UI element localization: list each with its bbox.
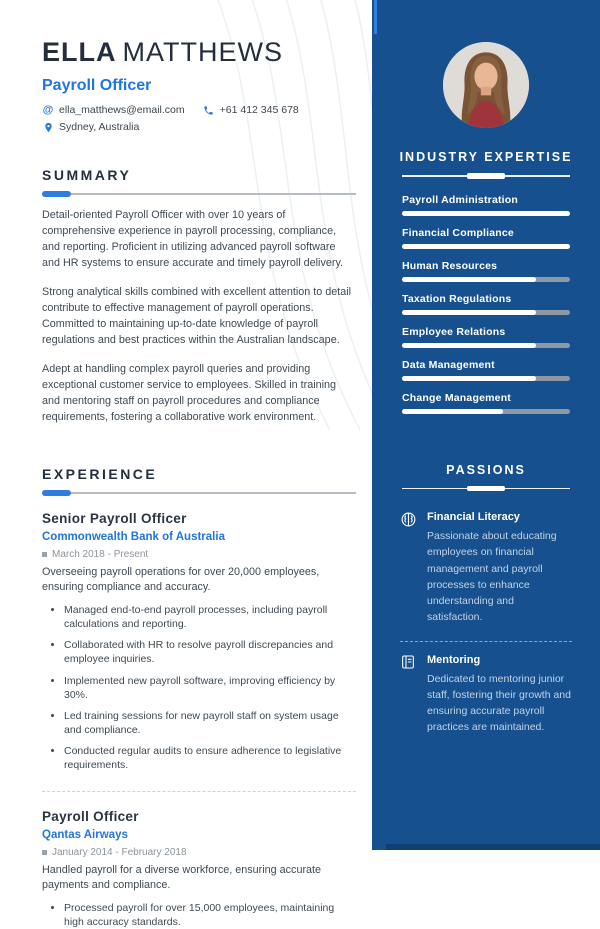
passions-heading: PASSIONS <box>446 462 526 477</box>
summary-section <box>42 167 356 426</box>
rule-accent <box>467 173 505 179</box>
job-bullet: • Processed payroll for over 15,000 employees, maintaining high accuracy standards. <box>64 901 356 929</box>
skill-bar-track <box>402 244 570 249</box>
rule-accent <box>42 191 71 197</box>
passions-section <box>372 463 600 736</box>
skill-bar-track <box>402 310 570 315</box>
job-bullet: • Conducted regular audits to ensure adherence to legislative requirements. <box>64 744 356 772</box>
professional-title: Payroll Officer <box>42 77 152 94</box>
skill-bar-fill <box>402 310 536 315</box>
passion-title: Mentoring <box>427 653 481 666</box>
summary-paragraph: Adept at handling complex payroll queries and providing exceptional customer service to employees. Skilled in training and mentoring staff on payroll procedures and compliance requirements, fostering a collaborative work environment. <box>42 362 337 423</box>
contact-phone <box>203 104 299 116</box>
book-icon <box>400 654 417 671</box>
skill-label: Change Management <box>402 391 511 404</box>
skill-item <box>402 260 570 282</box>
passion-title: Financial Literacy <box>427 511 520 523</box>
skill-bar-track <box>402 277 570 282</box>
job-dates-text: March 2018 - Present <box>52 548 149 560</box>
expertise-section <box>372 150 600 414</box>
passions-list <box>372 489 600 736</box>
sidebar-content <box>372 150 600 736</box>
job-entry <box>42 809 356 929</box>
date-square-icon <box>42 552 47 557</box>
passion-item <box>400 654 572 736</box>
sidebar-top-accent <box>374 0 377 34</box>
job-dates <box>42 847 356 858</box>
skill-bar-fill <box>402 277 536 282</box>
job-bullets <box>64 603 356 773</box>
job-bullet: • Implemented new payroll software, improving efficiency by 30%. <box>64 674 356 702</box>
sidebar <box>372 0 600 850</box>
phone-icon <box>203 104 215 116</box>
skill-bar-track <box>402 343 570 348</box>
first-name: ELLA <box>42 37 117 67</box>
job-title: Senior Payroll Officer <box>42 510 187 526</box>
rule-accent <box>467 486 505 492</box>
skill-label: Taxation Regulations <box>402 292 512 305</box>
expertise-heading: INDUSTRY EXPERTISE <box>399 150 573 164</box>
profile-photo <box>443 42 529 128</box>
page-title <box>42 37 356 68</box>
skill-item <box>402 227 570 249</box>
side-rule <box>402 175 570 177</box>
skill-label: Employee Relations <box>402 325 506 338</box>
section-rule <box>42 193 356 195</box>
passion-description: Passionate about educating employees on financial management and payroll processes to enhance understanding and satisfaction. <box>427 530 557 624</box>
job-company: Commonwealth Bank of Australia <box>42 530 225 543</box>
skill-bar-fill <box>402 376 536 381</box>
skill-bar-fill <box>402 244 570 249</box>
skill-bar-track <box>402 211 570 216</box>
passion-divider <box>400 641 572 642</box>
job-entry <box>42 511 356 773</box>
skill-item <box>402 194 570 216</box>
contact-email <box>42 104 185 116</box>
section-rule <box>42 492 356 494</box>
passion-item <box>400 511 572 626</box>
skill-label: Human Resources <box>402 259 498 272</box>
job-title: Payroll Officer <box>42 808 139 824</box>
contact-info <box>42 104 356 133</box>
job-bullet: • Led training sessions for new payroll staff on system usage and compliance. <box>64 709 356 737</box>
skill-label: Data Management <box>402 358 495 371</box>
job-bullets <box>64 901 356 929</box>
job-divider <box>42 791 356 792</box>
date-square-icon <box>42 850 47 855</box>
skill-item <box>402 392 570 414</box>
passion-description: Dedicated to mentoring junior staff, fostering their growth and ensuring accurate payroll practices are maintained. <box>427 672 571 734</box>
sidebar-bottom-strip <box>386 844 600 850</box>
last-name: MATTHEWS <box>122 37 283 67</box>
skill-bar-track <box>402 376 570 381</box>
job-dates <box>42 549 356 560</box>
skill-label: Payroll Administration <box>402 193 519 206</box>
experience-section <box>42 466 356 929</box>
skill-bar-track <box>402 409 570 414</box>
email-icon: @ <box>42 104 54 116</box>
experience-heading: EXPERIENCE <box>42 465 158 482</box>
main-column <box>42 0 356 929</box>
skill-label: Financial Compliance <box>402 226 514 239</box>
rule-accent <box>42 490 71 496</box>
location-icon <box>42 121 54 133</box>
skill-bar-fill <box>402 343 536 348</box>
skills-list <box>372 177 600 414</box>
job-dates-text: January 2014 - February 2018 <box>52 846 187 858</box>
summary-paragraph: Detail-oriented Payroll Officer with over 10 years of comprehensive experience in payroll processing, compliance, and reporting. Proficient in utilizing advanced payroll software and HR systems to ensure accurate and timely payroll delivery. <box>42 209 344 269</box>
job-bullet: • Managed end-to-end payroll processes, including payroll calculations and reporting. <box>64 603 356 631</box>
job-description: Overseeing payroll operations for over 20,000 employees, ensuring compliance and accuracy. <box>42 565 320 594</box>
skill-item <box>402 359 570 381</box>
summary-heading: SUMMARY <box>42 167 132 183</box>
email-value: ella_matthews@email.com <box>59 104 185 116</box>
summary-paragraph: Strong analytical skills combined with excellent attention to detail contribute to effective management of payroll operations. Committed to maintaining up-to-date knowledge of payroll regulations and best practices within the Australian landscape. <box>42 285 352 346</box>
phone-value: +61 412 345 678 <box>219 104 299 116</box>
skill-item <box>402 326 570 348</box>
side-rule <box>402 488 570 490</box>
brain-icon <box>400 511 417 528</box>
contact-location <box>42 121 139 133</box>
skill-item <box>402 293 570 315</box>
skill-bar-fill <box>402 211 570 216</box>
job-description: Handled payroll for a diverse workforce, ensuring accurate payments and compliance. <box>42 863 322 892</box>
location-value: Sydney, Australia <box>59 121 140 133</box>
skill-bar-fill <box>402 409 503 414</box>
job-company: Qantas Airways <box>42 828 128 841</box>
job-bullet: • Collaborated with HR to resolve payroll discrepancies and employee inquiries. <box>64 638 356 666</box>
